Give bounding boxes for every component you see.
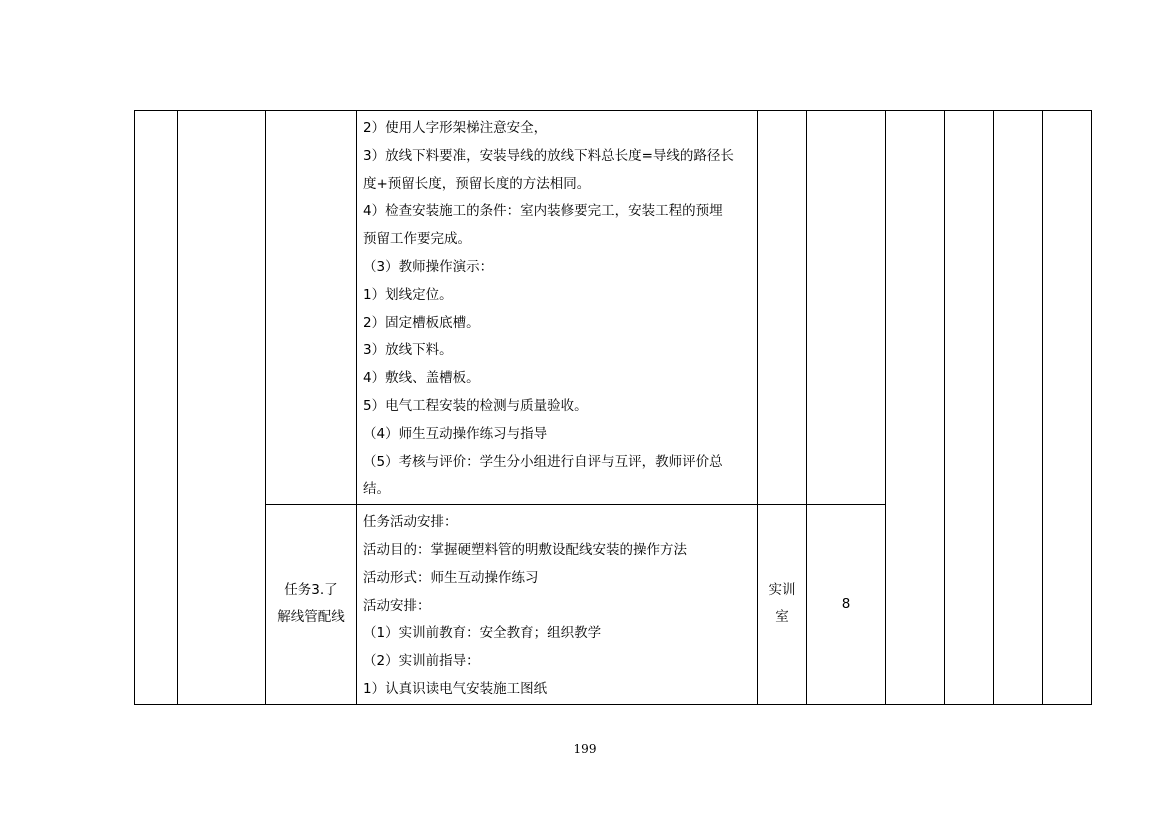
content-line: 1）划线定位。 [363, 286, 453, 303]
activity-content-prev [357, 111, 757, 504]
content-line: 2）使用人字形架梯注意安全， [363, 120, 548, 136]
content-line: 度+预留长度，预留长度的方法相同。 [363, 175, 591, 192]
col-project-cell [178, 111, 266, 705]
content-line: 4）敷线、盖槽板。 [363, 370, 480, 387]
activity-content-cell [357, 505, 758, 705]
hours-value: 8 [841, 596, 851, 613]
col-extra-cell-2 [945, 111, 994, 705]
content-line: （4）师生互动操作练习与指导 [363, 425, 548, 442]
curriculum-table [134, 110, 1092, 705]
content-line: 活动安排： [363, 597, 431, 614]
content-line: 结。 [363, 481, 390, 498]
hours-cell [807, 505, 886, 705]
location-line: 实训 [768, 582, 796, 599]
content-line: 2）固定槽板底槽。 [363, 314, 480, 331]
content-line: 活动目的：掌握硬塑料管的明敷设配线安装的操作方法 [363, 541, 687, 558]
page-number: 199 [573, 742, 597, 756]
content-line: 活动形式：师生互动操作练习 [363, 569, 539, 586]
content-line: 3）放线下料要准，安装导线的放线下料总长度=导线的路径长 [363, 147, 734, 164]
content-line: 5）电气工程安装的检测与质量验收。 [363, 397, 588, 414]
col-extra-cell-4 [1043, 111, 1092, 705]
task-name-cell-prev [266, 111, 357, 505]
col-extra-cell-3 [994, 111, 1043, 705]
location-line: 室 [775, 609, 789, 626]
content-line: 任务活动安排： [363, 514, 458, 531]
content-line: （5）考核与评价：学生分小组进行自评与互评，教师评价总 [363, 453, 723, 470]
location-cell-prev [758, 111, 807, 505]
col-extra-cell-1 [886, 111, 945, 705]
hours-cell-prev [807, 111, 886, 505]
content-line: 1）认真识读电气安装施工图纸 [363, 680, 548, 697]
content-line: （1）实训前教育：安全教育；组织教学 [363, 625, 602, 642]
location-cell [758, 505, 807, 705]
task-name-line: 任务3.了 [284, 582, 338, 599]
content-line: 4）检查安装施工的条件：室内装修要完工，安装工程的预埋 [363, 203, 723, 220]
content-line: 预留工作要完成。 [363, 231, 471, 248]
content-line: （3）教师操作演示： [363, 258, 494, 275]
task-name-cell [266, 505, 357, 705]
activity-content [357, 505, 757, 704]
activity-content-cell-prev [357, 111, 758, 505]
content-line: 3）放线下料。 [363, 342, 453, 359]
col-seq-cell [135, 111, 178, 705]
content-line: （2）实训前指导： [363, 653, 480, 670]
task-name-line: 解线管配线 [277, 609, 345, 626]
